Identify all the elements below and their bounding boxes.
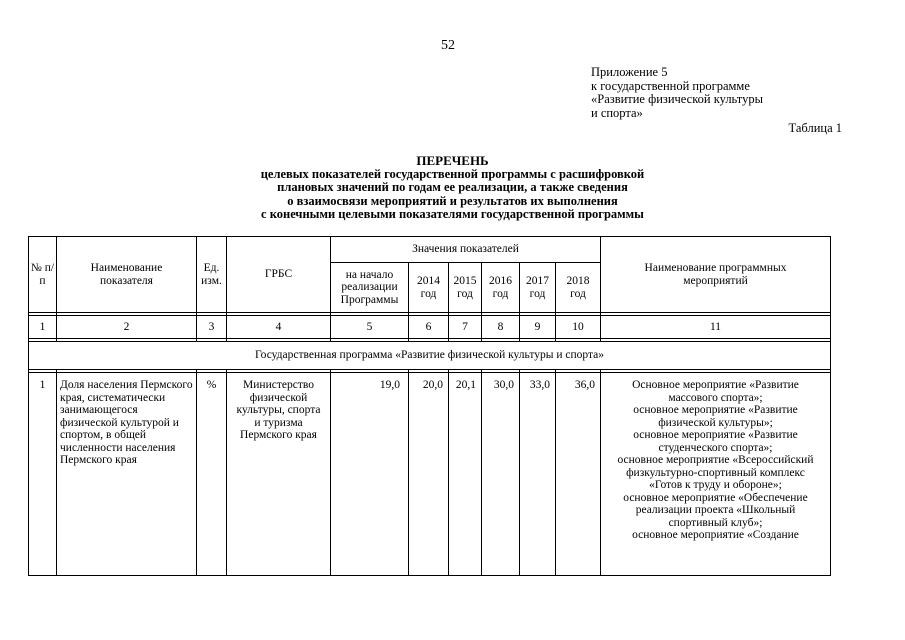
column-number: 6 <box>409 316 449 339</box>
measure-line: основное мероприятие «Развитие <box>633 429 798 441</box>
indicator-name: Доля населения Пермского края, систематически занимающегося физической культурой и спортом, в общей численности населения Пермского края <box>57 373 197 576</box>
measure-line: основное мероприятие «Создание <box>632 529 799 541</box>
value-2017: 33,0 <box>520 373 556 576</box>
measure-line: основное мероприятие «Обеспечение <box>623 491 808 504</box>
appendix-line: Приложение 5 <box>591 65 668 79</box>
column-number: 5 <box>331 316 409 339</box>
measure-line: спортивный клуб»; <box>668 516 763 529</box>
column-number: 3 <box>197 316 227 339</box>
appendix-line: к государственной программе <box>591 78 750 93</box>
grbs-cell: Министерство физической культуры, спорта и туризма Пермского края <box>227 373 331 576</box>
measures-cell <box>601 373 831 576</box>
appendix-note <box>591 66 763 120</box>
title-line: о взаимосвязи мероприятий и результатов их выполнения <box>287 193 618 208</box>
column-number: 10 <box>556 316 601 339</box>
value-start: 19,0 <box>331 373 409 576</box>
header-year: 2015 год <box>449 263 482 313</box>
section-title: Государственная программа «Развитие физической культуры и спорта» <box>29 342 831 370</box>
unit-cell: % <box>197 373 227 576</box>
measure-line: физической культуры»; <box>658 416 773 429</box>
value-2016: 30,0 <box>482 373 520 576</box>
column-number: 7 <box>449 316 482 339</box>
header-name: Наименование показателя <box>57 237 197 313</box>
value-2014: 20,0 <box>409 373 449 576</box>
indicators-table <box>28 236 831 576</box>
document-title <box>0 154 905 222</box>
column-number: 11 <box>601 316 831 339</box>
title-line: целевых показателей государственной программы с расшифровкой <box>260 166 645 181</box>
header-year: 2017 год <box>520 263 556 313</box>
measure-line: основное мероприятие «Всероссийский <box>617 454 814 466</box>
value-2015: 20,1 <box>449 373 482 576</box>
column-number: 9 <box>520 316 556 339</box>
measure-line: физкультурно-спортивный комплекс <box>626 466 805 479</box>
header-year: 2014 год <box>409 263 449 313</box>
header-year: 2016 год <box>482 263 520 313</box>
row-num: 1 <box>29 373 57 576</box>
column-number: 4 <box>227 316 331 339</box>
value-2018: 36,0 <box>556 373 601 576</box>
appendix-line: «Развитие физической культуры <box>591 92 763 106</box>
header-measures: Наименование программных мероприятий <box>601 237 831 313</box>
header-row <box>29 237 831 263</box>
header-unit: Ед. изм. <box>197 237 227 313</box>
header-num: № п/п <box>29 237 57 313</box>
table-row <box>29 373 831 576</box>
title-line: плановых значений по годам ее реализации, а также сведения <box>277 180 628 194</box>
title-heading: ПЕРЕЧЕНЬ <box>416 153 489 168</box>
column-number: 2 <box>57 316 197 339</box>
column-number: 1 <box>29 316 57 339</box>
measure-line: массового спорта»; <box>668 391 763 404</box>
measure-line: «Готов к труду и обороне»; <box>649 479 782 491</box>
page-number: 52 <box>441 38 455 53</box>
measure-line: студенческого спорта»; <box>658 441 773 454</box>
table-label: Таблица 1 <box>788 121 842 135</box>
header-grbs: ГРБС <box>227 237 331 313</box>
column-number-row <box>29 316 831 339</box>
appendix-line: и спорта» <box>591 105 643 120</box>
measure-line: основное мероприятие «Развитие <box>633 404 798 416</box>
header-year: 2018 год <box>556 263 601 313</box>
header-start: на начало реализации Программы <box>331 263 409 313</box>
section-row <box>29 342 831 370</box>
title-line: с конечными целевыми показателями государственной программы <box>261 207 644 221</box>
column-number: 8 <box>482 316 520 339</box>
measure-line: реализации проекта «Школьный <box>635 504 796 516</box>
measure-line: Основное мероприятие «Развитие <box>632 379 799 391</box>
header-values-group: Значения показателей <box>331 237 601 263</box>
